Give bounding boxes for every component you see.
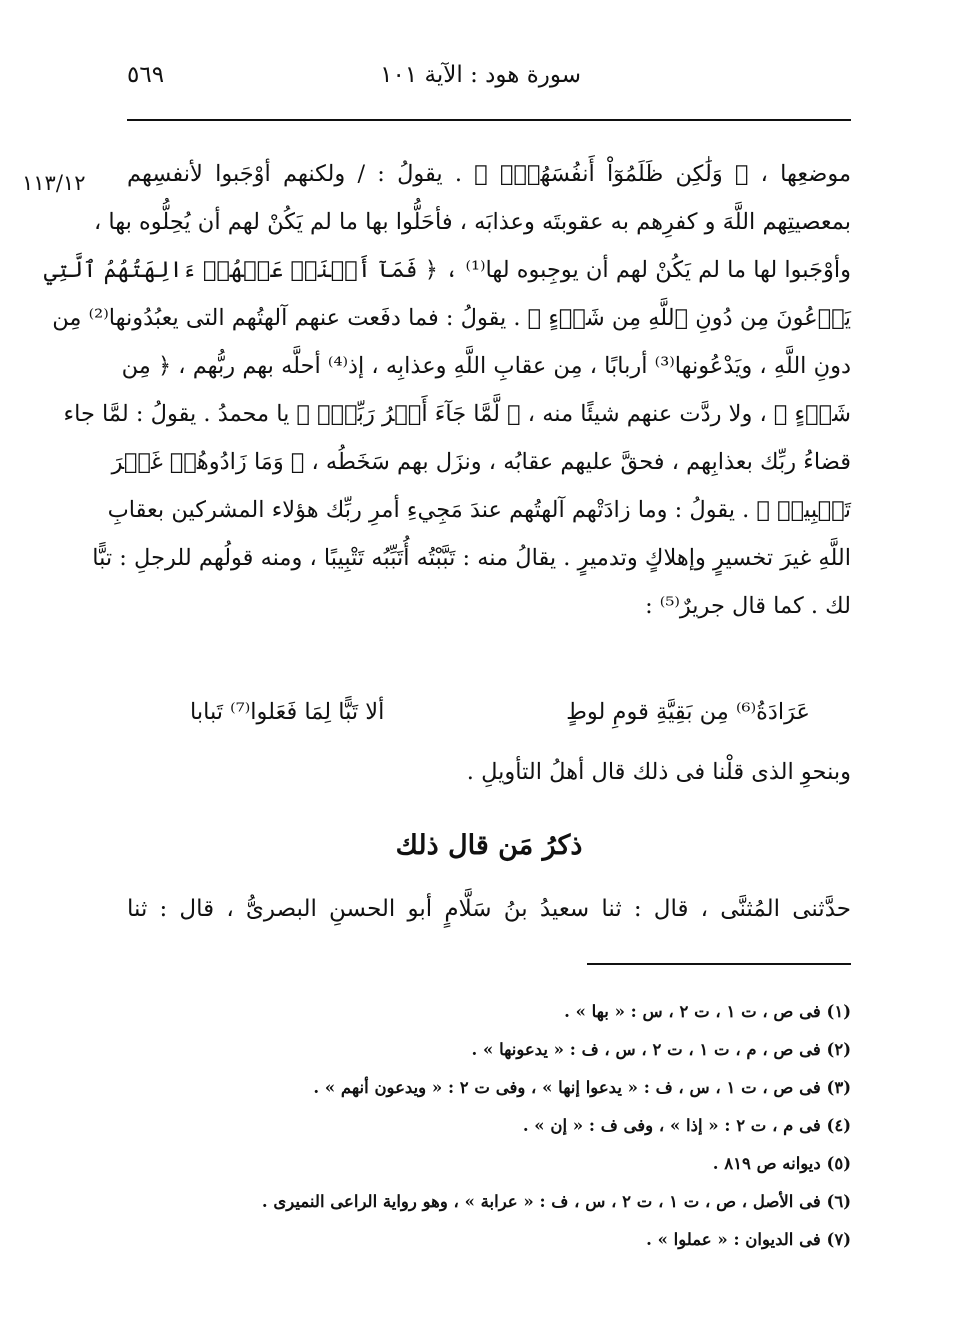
- footnotes: [151, 993, 851, 1259]
- hadith-chain-line: حدَّثنى المُثنَّى ، قال : ثنا سعيدُ بنُ سَلَّامٍ أبو الحسنِ البصرىُّ ، قال : ثنا: [127, 896, 851, 922]
- text-line: بمعصيتِهم اللَّهَ و كفرِهم به عقوبتَه وعذابَه ، فأحَلُّوا بها ما لم يَكُنْ لهم أن يُحِلُّوه بها ،: [93, 209, 851, 235]
- footnote: (٤) فى م ، ت ٢ : « إذا » ، وفى ف : « إن » .: [522, 1116, 851, 1135]
- header-divider: [127, 119, 851, 121]
- verse-second-hemistich: ألا تَبًّا لِمَا فَعَلوا⁽⁷⁾ تَبابا: [190, 699, 385, 725]
- text-line: شَيۡءٍ ﴾ ، ولا ردَّت عنهم شيئًا منه ، ﴿ لَّمَّا جَآءَ أَمۡرُ رَبِّكَۖ ﴾ يا محمدُ . يقولُ : لمَّا جاء: [63, 401, 851, 427]
- margin-reference: ١١٣/١٢: [22, 171, 86, 195]
- text-line: قضاءُ ربِّك بعذابِهم ، فحقَّ عليهم عقابُه ، ونزَل بهم سَخَطُه ، ﴿ وَمَا زَادُوهُمۡ غَيۡرَ: [111, 449, 851, 475]
- text-line: لك . كما قال جريرٌ⁽⁵⁾ :: [645, 593, 851, 619]
- footnote: (٢) فى ص ، م ، ت ١ ، ت ٢ ، س ، ف : « يدعونها » .: [471, 1040, 851, 1059]
- footnote: (٧) فى الديوان : « عملوا » .: [646, 1230, 851, 1249]
- footnote: (٥) ديوانه ص ٨١٩ .: [712, 1154, 851, 1173]
- footnote: (٣) فى ص ، ت ١ ، س ، ف : « يدعوا إنها » ، وفى ت ٢ : « ويدعون أنهم » .: [313, 1078, 851, 1097]
- page-number: ٥٦٩: [127, 62, 165, 88]
- verse-first-hemistich: عَرَادَةُ⁽⁶⁾ مِن بَقِيَّةِ قومِ لوطٍ: [566, 699, 810, 725]
- text-line: تَتۡبِيبٖ ﴾ . يقولُ : وما زادَتْهم آلهتُهم عندَ مَجِيءِ أمرِ ربِّك هؤلاء المشركين بعقابِ: [107, 497, 851, 523]
- section-heading: ذكرُ مَن قال ذلك: [395, 830, 583, 861]
- footnote: (٦) فى الأصل ، ص ، ت ١ ، ت ٢ ، س ، ف : « عرابة » ، وهو رواية الراعى النميرى .: [261, 1192, 851, 1211]
- surah-title: سورة هود : الآية ١٠١: [380, 62, 581, 88]
- text-line: اللَّهِ غيرَ تخسيرٍ وإهلاكٍ وتدميرٍ . يقالُ منه : تَبَّبْتُه أُتَبِّبُه تَتْبِيبًا ، ومنه قولُهم للرجلِ : تبًّا: [92, 545, 851, 571]
- poetry-verse: [190, 688, 810, 736]
- text-line: وأوْجَبوا لها ما لم يَكُنْ لهم أن يوجِبوه لها⁽¹⁾ ، ﴿ فَمَآ أَغۡنَتۡ عَنۡهُمۡ ءَالِهَتُهُمُ ٱلَّتِي: [43, 257, 851, 283]
- text-line: موضعِها ، ﴿ وَلَٰكِن ظَلَمُوٓاْ أَنفُسَهُمْۖ ﴾ . يقولُ : / ولكنهم أوْجَبوا لأنفسِهم: [127, 161, 851, 187]
- text-line: وبنحوِ الذى قلْنا فى ذلك قال أهلُ التأويلِ .: [466, 759, 851, 785]
- text-line: دونِ اللَّهِ ، ويَدْعُونها⁽³⁾ أربابًا ، مِن عقابِ اللَّهِ وعذابِه ، إذ⁽⁴⁾ أحلَّه بهم ربُّهم ، ﴿ مِن: [121, 353, 851, 379]
- footnote-divider: [587, 963, 851, 965]
- running-header: [127, 62, 851, 102]
- footnote: (١) فى ص ، ت ١ ، ت ٢ ، س : « بها » .: [564, 1002, 851, 1021]
- text-line: يَدۡعُونَ مِن دُونِ ٱللَّهِ مِن شَيۡءٍ ﴾ . يقولُ : فما دفَعت عنهم آلهتُهم التى يعبُدُونها⁽²⁾ مِن: [52, 305, 851, 331]
